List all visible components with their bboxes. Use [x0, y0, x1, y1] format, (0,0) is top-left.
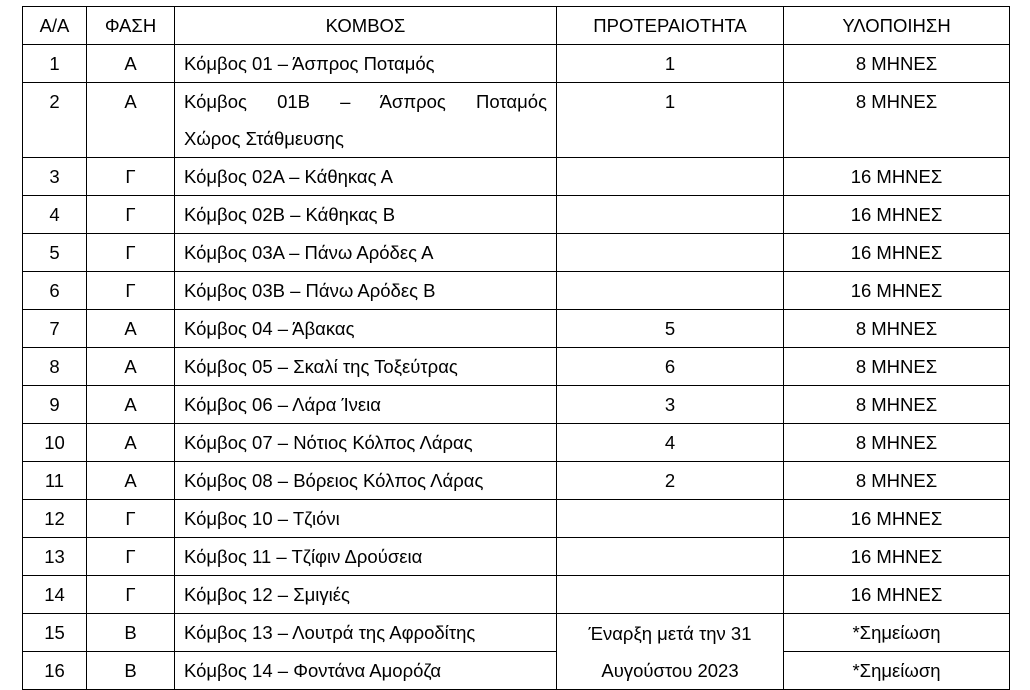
cell-implementation: *Σημείωση	[784, 652, 1010, 690]
cell-aa: 4	[23, 196, 87, 234]
cell-priority-merged	[557, 614, 784, 690]
cell-priority: 2	[557, 462, 784, 500]
nodes-table	[22, 6, 1010, 690]
cell-aa: 10	[23, 424, 87, 462]
table-header-row	[23, 7, 1010, 45]
cell-aa: 6	[23, 272, 87, 310]
cell-implementation: 8 ΜΗΝΕΣ	[784, 310, 1010, 348]
cell-implementation: 8 ΜΗΝΕΣ	[784, 348, 1010, 386]
cell-priority	[557, 158, 784, 196]
cell-priority: 5	[557, 310, 784, 348]
cell-priority	[557, 196, 784, 234]
cell-implementation: 16 ΜΗΝΕΣ	[784, 158, 1010, 196]
header-node: ΚΟΜΒΟΣ	[175, 7, 557, 45]
cell-node: Κόμβος 13 – Λουτρά της Αφροδίτης	[175, 614, 557, 652]
cell-implementation: 16 ΜΗΝΕΣ	[784, 500, 1010, 538]
cell-phase: Α	[87, 45, 175, 83]
cell-aa: 15	[23, 614, 87, 652]
cell-aa: 9	[23, 386, 87, 424]
cell-priority: 3	[557, 386, 784, 424]
cell-implementation: *Σημείωση	[784, 614, 1010, 652]
table-row	[23, 386, 1010, 424]
cell-node: Κόμβος 03Α – Πάνω Αρόδες Α	[175, 234, 557, 272]
cell-aa: 16	[23, 652, 87, 690]
cell-implementation: 16 ΜΗΝΕΣ	[784, 576, 1010, 614]
table-row	[23, 310, 1010, 348]
header-priority: ΠΡΟΤΕΡΑΙΟΤΗΤΑ	[557, 7, 784, 45]
cell-node-line1: Κόμβος 01Β – Άσπρος Ποταμός	[184, 91, 547, 112]
cell-node: Κόμβος 07 – Νότιος Κόλπος Λάρας	[175, 424, 557, 462]
cell-node: Κόμβος 14 – Φοντάνα Αμορόζα	[175, 652, 557, 690]
cell-phase: Γ	[87, 158, 175, 196]
cell-priority: 4	[557, 424, 784, 462]
cell-priority	[557, 272, 784, 310]
cell-implementation: 8 ΜΗΝΕΣ	[784, 45, 1010, 83]
cell-aa: 11	[23, 462, 87, 500]
cell-phase: Γ	[87, 272, 175, 310]
cell-aa: 14	[23, 576, 87, 614]
cell-node: Κόμβος 11 – Τζίφιν Δρούσεια	[175, 538, 557, 576]
cell-node: Κόμβος 05 – Σκαλί της Τοξεύτρας	[175, 348, 557, 386]
header-aa: Α/Α	[23, 7, 87, 45]
cell-implementation: 8 ΜΗΝΕΣ	[784, 386, 1010, 424]
cell-implementation: 16 ΜΗΝΕΣ	[784, 272, 1010, 310]
cell-node	[175, 83, 557, 158]
table-row	[23, 538, 1010, 576]
cell-phase: Γ	[87, 538, 175, 576]
cell-phase: Γ	[87, 234, 175, 272]
cell-phase: Α	[87, 310, 175, 348]
cell-aa: 3	[23, 158, 87, 196]
table-row	[23, 652, 1010, 690]
cell-implementation: 16 ΜΗΝΕΣ	[784, 234, 1010, 272]
table-row	[23, 45, 1010, 83]
table-row	[23, 614, 1010, 652]
table-row	[23, 500, 1010, 538]
cell-aa: 7	[23, 310, 87, 348]
cell-node: Κόμβος 02Β – Κάθηκας Β	[175, 196, 557, 234]
cell-priority: 1	[557, 83, 784, 158]
cell-aa: 2	[23, 83, 87, 158]
cell-priority	[557, 234, 784, 272]
table-row	[23, 83, 1010, 158]
table-row	[23, 424, 1010, 462]
table-row	[23, 158, 1010, 196]
header-implementation: ΥΛΟΠΟΙΗΣΗ	[784, 7, 1010, 45]
cell-aa: 8	[23, 348, 87, 386]
cell-implementation: 16 ΜΗΝΕΣ	[784, 538, 1010, 576]
cell-priority	[557, 500, 784, 538]
cell-implementation: 8 ΜΗΝΕΣ	[784, 424, 1010, 462]
cell-priority	[557, 538, 784, 576]
table-row	[23, 234, 1010, 272]
merged-priority-line2: Αυγούστου 2023	[601, 659, 739, 681]
cell-implementation: 8 ΜΗΝΕΣ	[784, 462, 1010, 500]
table-row	[23, 348, 1010, 386]
cell-aa: 12	[23, 500, 87, 538]
table-row	[23, 462, 1010, 500]
cell-node: Κόμβος 04 – Άβακας	[175, 310, 557, 348]
header-phase: ΦΑΣΗ	[87, 7, 175, 45]
cell-phase: Α	[87, 462, 175, 500]
table-row	[23, 576, 1010, 614]
cell-phase: Γ	[87, 196, 175, 234]
cell-phase: Α	[87, 424, 175, 462]
cell-node: Κόμβος 01 – Άσπρος Ποταμός	[175, 45, 557, 83]
cell-node: Κόμβος 10 – Τζιόνι	[175, 500, 557, 538]
cell-phase: Α	[87, 386, 175, 424]
cell-phase: Β	[87, 614, 175, 652]
cell-implementation: 16 ΜΗΝΕΣ	[784, 196, 1010, 234]
cell-phase: Β	[87, 652, 175, 690]
cell-node: Κόμβος 03Β – Πάνω Αρόδες Β	[175, 272, 557, 310]
cell-priority: 1	[557, 45, 784, 83]
cell-aa: 1	[23, 45, 87, 83]
cell-phase: Γ	[87, 500, 175, 538]
cell-phase: Γ	[87, 576, 175, 614]
merged-priority-line1: Έναρξη μετά την 31	[588, 622, 752, 644]
cell-priority	[557, 576, 784, 614]
cell-node-line2: Χώρος Στάθμευσης	[184, 128, 344, 149]
table-row	[23, 196, 1010, 234]
cell-phase: Α	[87, 83, 175, 158]
table-row	[23, 272, 1010, 310]
cell-node: Κόμβος 06 – Λάρα Ίνεια	[175, 386, 557, 424]
cell-node: Κόμβος 08 – Βόρειος Κόλπος Λάρας	[175, 462, 557, 500]
cell-priority: 6	[557, 348, 784, 386]
cell-aa: 13	[23, 538, 87, 576]
cell-node: Κόμβος 12 – Σμιγιές	[175, 576, 557, 614]
cell-aa: 5	[23, 234, 87, 272]
cell-implementation: 8 ΜΗΝΕΣ	[784, 83, 1010, 158]
cell-node: Κόμβος 02Α – Κάθηκας Α	[175, 158, 557, 196]
cell-phase: Α	[87, 348, 175, 386]
